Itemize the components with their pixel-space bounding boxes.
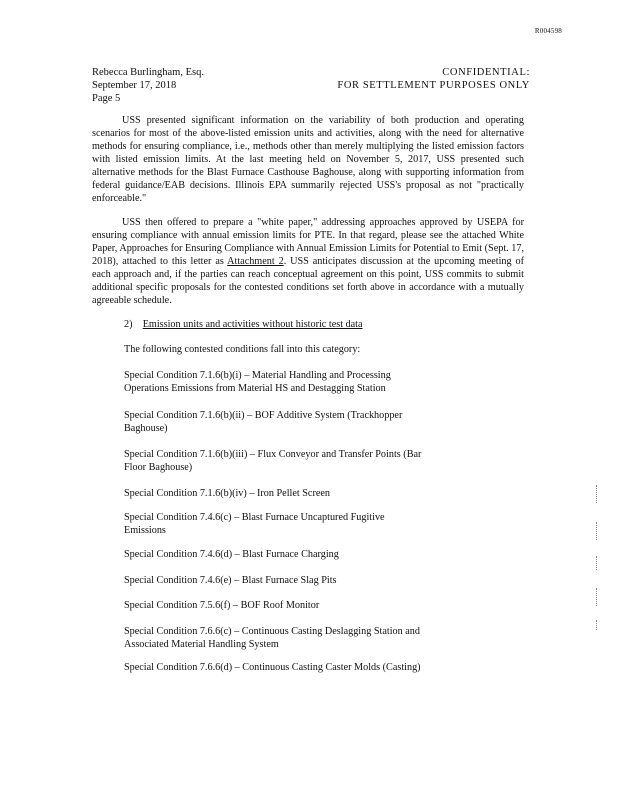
letter-header-left [92, 66, 204, 105]
scan-margin-mark [596, 556, 598, 570]
bates-number: R004598 [534, 27, 562, 35]
section-heading [124, 319, 363, 330]
condition-item: Special Condition 7.4.6(c) – Blast Furnace Uncaptured Fugitive Emissions [124, 512, 385, 536]
condition-item: Special Condition 7.1.6(b)(i) – Material Handling and Processing Operations Emissions from Material HS and Destagging Station [124, 370, 391, 394]
condition-item: Special Condition 7.4.6(e) – Blast Furnace Slag Pits [124, 575, 337, 586]
scan-margin-mark [596, 588, 598, 606]
paragraph-white-paper-text-a: USS then offered to prepare a "white paper," addressing approaches approved by USEPA for ensuring compliance with annual emission limits for PTE. In that regard, please see the attached White Paper, Approaches for Ensuring Compliance with Annual Emission Limits for Potential to Emit (Sept. 17, 2018), attached to this letter as [92, 217, 524, 267]
section-number: 2) [124, 319, 133, 330]
scan-margin-mark [596, 620, 598, 630]
paragraph-alternative-methods: USS presented significant information on the variability of both production and operating scenarios for most of the above-listed emission units and activities, along with the need for alternative methods for ensuring compliance, i.e., methods other than merely multiplying the listed emission factors with listed emission limits. At the last meeting held on November 5, 2017, USS presented such alternative methods for the Blast Furnace Casthouse Baghouse, along with supporting information from federal guidance/EAB decisions. Illinois EPA summarily rejected USS's proposal as not "practically enforceable." [92, 115, 524, 204]
condition-item: Special Condition 7.4.6(d) – Blast Furnace Charging [124, 549, 339, 560]
scan-margin-mark [596, 485, 598, 503]
condition-item: Special Condition 7.1.6(b)(iv) – Iron Pellet Screen [124, 488, 330, 499]
condition-item: Special Condition 7.1.6(b)(iii) – Flux Conveyor and Transfer Points (Bar Floor Baghouse) [124, 449, 422, 473]
confidentiality-line-2: FOR SETTLEMENT PURPOSES ONLY [337, 80, 530, 91]
condition-item: Special Condition 7.6.6(c) – Continuous Casting Deslagging Station and Associated Material Handling System [124, 626, 420, 650]
confidentiality-notice [337, 66, 530, 92]
paragraph-white-paper [92, 216, 524, 307]
letter-date: September 17, 2018 [92, 80, 177, 91]
confidentiality-line-1: CONFIDENTIAL: [442, 67, 530, 78]
attachment-2-reference: Attachment 2 [227, 256, 284, 267]
scan-margin-mark [596, 522, 598, 540]
section-intro: The following contested conditions fall into this category: [124, 344, 361, 355]
paragraph-white-paper-text-b: . USS anticipates discussion at the upcoming meeting of each approach and, if the parties can reach conceptual agreement on this point, USS commits to submit additional specific proposals for the contested conditions set forth above in accordance with a mutually agreeable schedule. [92, 256, 524, 306]
condition-item: Special Condition 7.6.6(d) – Continuous Casting Caster Molds (Casting) [124, 662, 421, 673]
condition-item: Special Condition 7.1.6(b)(ii) – BOF Additive System (Trackhopper Baghouse) [124, 410, 403, 434]
section-title: Emission units and activities without historic test data [142, 319, 363, 330]
page-number: Page 5 [92, 93, 121, 104]
addressee: Rebecca Burlingham, Esq. [92, 67, 204, 78]
condition-item: Special Condition 7.5.6(f) – BOF Roof Monitor [124, 600, 320, 611]
